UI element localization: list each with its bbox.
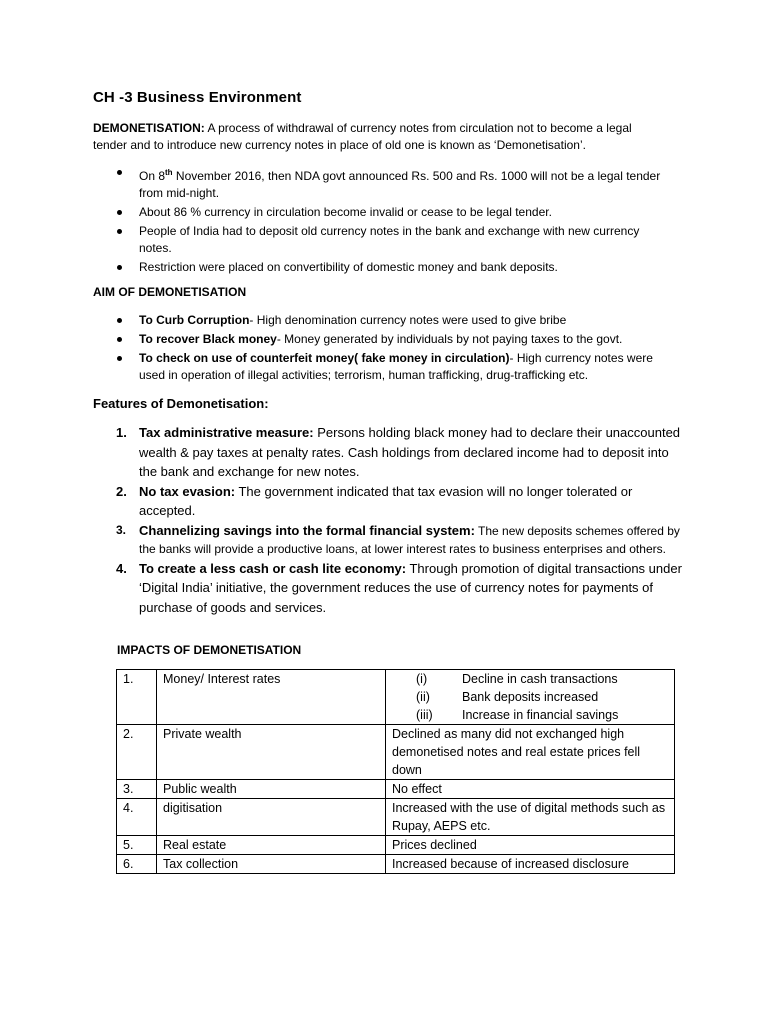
list-item bbox=[93, 312, 673, 329]
bullet-text: Restriction were placed on convertibility of domestic money and bank deposits. bbox=[139, 260, 558, 274]
item-number: 1. bbox=[116, 425, 127, 440]
bullet-icon bbox=[117, 337, 122, 342]
sub-text: Bank deposits increased bbox=[462, 690, 599, 704]
bullet-icon bbox=[117, 356, 122, 361]
impact-effect: Prices declined bbox=[386, 836, 675, 855]
superscript: th bbox=[165, 168, 173, 177]
aim-item-text: - Money generated by individuals by not paying taxes to the govt. bbox=[276, 332, 623, 346]
row-number: 5. bbox=[117, 836, 157, 855]
feature-text: Persons holding black money had to declare their unaccounted wealth & pay taxes at penalty rates. Cash holdings from declared income had to deposit into the bank and exchange for new notes. bbox=[139, 425, 681, 479]
item-number: 3. bbox=[116, 522, 127, 537]
row-number: 4. bbox=[117, 799, 157, 836]
bullet-icon bbox=[117, 265, 122, 270]
impact-area: Real estate bbox=[157, 836, 386, 855]
table-row bbox=[117, 855, 675, 874]
aim-item-text: - High currency notes were used in operation of illegal activities; terrorism, human trafficking, drug-trafficking etc. bbox=[139, 351, 653, 382]
impact-effect bbox=[386, 670, 675, 725]
row-number: 1. bbox=[117, 670, 157, 725]
sub-item bbox=[392, 688, 668, 706]
list-item bbox=[93, 559, 683, 618]
sub-text: Decline in cash transactions bbox=[462, 672, 618, 686]
item-number: 2. bbox=[116, 483, 127, 499]
feature-title: No tax evasion: bbox=[139, 483, 236, 499]
demonetisation-bullets bbox=[93, 164, 673, 278]
impact-effect: No effect bbox=[386, 780, 675, 799]
bullet-icon bbox=[117, 170, 122, 175]
list-item bbox=[93, 204, 673, 221]
impact-area: Tax collection bbox=[157, 855, 386, 874]
impacts-table bbox=[116, 669, 675, 874]
list-item bbox=[93, 223, 673, 257]
aim-item-title: To Curb Corruption bbox=[139, 313, 250, 327]
aim-item-title: To recover Black money bbox=[139, 332, 277, 346]
intro-paragraph bbox=[93, 120, 653, 154]
list-item bbox=[93, 350, 673, 384]
item-number: 4. bbox=[116, 560, 127, 576]
intro-text: A process of withdrawal of currency notes from circulation not to become a legal tender and to introduce new currency notes in place of old one is known as ‘Demonetisation’. bbox=[93, 121, 632, 152]
aim-heading: AIM OF DEMONETISATION bbox=[93, 285, 247, 299]
features-list bbox=[93, 423, 683, 617]
row-number: 2. bbox=[117, 725, 157, 780]
sub-number: (ii) bbox=[416, 690, 430, 704]
impact-area: Public wealth bbox=[157, 780, 386, 799]
feature-title: Tax administrative measure: bbox=[139, 425, 314, 440]
table-row bbox=[117, 836, 675, 855]
aim-item-title: To check on use of counterfeit money( fake money in circulation) bbox=[139, 351, 510, 365]
impact-effect: Declined as many did not exchanged high demonetised notes and real estate prices fell down bbox=[386, 725, 675, 780]
feature-title: Channelizing savings into the formal financial system: bbox=[139, 522, 475, 538]
bullet-text-cont: November 2016, then NDA govt announced Rs. 500 and Rs. 1000 will not be a legal tender from mid-night. bbox=[139, 169, 661, 200]
list-item bbox=[93, 521, 683, 559]
impact-area: Private wealth bbox=[157, 725, 386, 780]
sub-number: (iii) bbox=[416, 708, 433, 722]
list-item bbox=[93, 482, 683, 521]
row-number: 6. bbox=[117, 855, 157, 874]
table-row bbox=[117, 670, 675, 725]
page-title: CH -3 Business Environment bbox=[93, 89, 302, 106]
list-item bbox=[93, 423, 683, 482]
intro-term: DEMONETISATION: bbox=[93, 121, 205, 135]
list-item bbox=[93, 164, 673, 202]
impact-area: Money/ Interest rates bbox=[157, 670, 386, 725]
impact-area: digitisation bbox=[157, 799, 386, 836]
aim-list bbox=[93, 312, 673, 386]
bullet-icon bbox=[117, 229, 122, 234]
aim-item-text: - High denomination currency notes were used to give bribe bbox=[249, 313, 567, 327]
bullet-icon bbox=[117, 210, 122, 215]
impact-effect: Increased because of increased disclosure bbox=[386, 855, 675, 874]
bullet-text: About 86 % currency in circulation become invalid or cease to be legal tender. bbox=[139, 205, 552, 219]
table-row bbox=[117, 799, 675, 836]
impact-effect: Increased with the use of digital methods such as Rupay, AEPS etc. bbox=[386, 799, 675, 836]
feature-text: The new deposits schemes offered by the banks will provide a productive loans, at lower interest rates to business enterprises and others. bbox=[139, 523, 680, 556]
row-number: 3. bbox=[117, 780, 157, 799]
sub-item bbox=[392, 706, 668, 724]
list-item bbox=[93, 259, 673, 276]
impacts-heading: IMPACTS OF DEMONETISATION bbox=[117, 643, 302, 657]
sub-number: (i) bbox=[416, 672, 428, 686]
feature-text: The government indicated that tax evasion will no longer tolerated or accepted. bbox=[139, 483, 633, 518]
table-row bbox=[117, 780, 675, 799]
bullet-icon bbox=[117, 318, 122, 323]
feature-text: Through promotion of digital transactions under ‘Digital India’ initiative, the government reduces the use of currency notes for payments of purchase of goods and services. bbox=[139, 560, 682, 615]
bullet-text: People of India had to deposit old currency notes in the bank and exchange with new currency notes. bbox=[139, 224, 640, 255]
feature-title: To create a less cash or cash lite economy: bbox=[139, 560, 407, 576]
list-item bbox=[93, 331, 673, 348]
features-heading: Features of Demonetisation: bbox=[93, 396, 269, 411]
sub-item bbox=[392, 670, 668, 688]
table-row bbox=[117, 725, 675, 780]
bullet-text: On 8 bbox=[139, 169, 166, 183]
sub-text: Increase in financial savings bbox=[462, 708, 619, 722]
